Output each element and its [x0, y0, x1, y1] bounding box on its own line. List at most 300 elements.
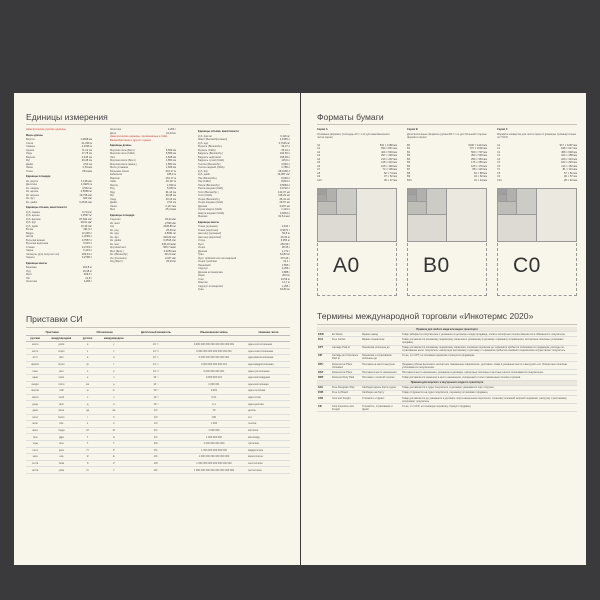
series-b — [407, 126, 487, 182]
unit-row — [497, 179, 577, 183]
si-cell: иотта — [26, 467, 44, 474]
unit-name: Унция тройская — [198, 260, 217, 263]
si-cell: квадриллион — [247, 447, 290, 454]
unit-row — [26, 256, 92, 260]
unit-value: 16,387 см³ — [277, 173, 290, 176]
unit-name: Тонна (короткая) — [198, 228, 219, 232]
unit-value: 0,5058 м² — [80, 190, 92, 193]
si-cell: y — [97, 342, 131, 349]
unit-name: Кварт (Великобритания) — [198, 138, 228, 141]
unit-value: 125 × 176 мм — [471, 164, 487, 168]
table-row — [317, 353, 577, 361]
unit-name: Кв. ярд — [110, 232, 119, 235]
si-cell: 1 000 000 000 000 000 000 000 000 — [181, 467, 247, 474]
unit-value: 4,266 г — [83, 280, 92, 283]
incoterms-cell: Free Alongside Ship — [331, 385, 361, 390]
table-row — [26, 368, 290, 375]
incoterms-cell: Free Carrier — [331, 337, 361, 345]
unit-name: Фут — [26, 159, 31, 162]
si-cell: 10¹ — [131, 407, 181, 414]
incoterms-cell: Поставка на место выгрузки — [361, 361, 401, 369]
si-cell: G — [97, 434, 131, 441]
incoterms-cell: Франко перевозчик — [361, 337, 401, 345]
unit-row — [198, 215, 290, 219]
si-cell: h — [97, 414, 131, 421]
unit-value: 81 × 114 мм — [562, 168, 577, 171]
si-cell: 10 — [181, 407, 247, 414]
si-cell: П — [78, 447, 96, 454]
unit-name: Кв. аршин — [26, 190, 39, 193]
table-row — [26, 355, 290, 362]
incoterms-cell: Товар доставляется к судну покупателя, в договоре указывается порт погрузки. — [401, 385, 577, 390]
unit-value: 28,32 дм³ — [80, 221, 92, 224]
si-cell: E — [97, 454, 131, 461]
si-cell: Y — [97, 467, 131, 474]
si-cell: 10³ — [131, 421, 181, 428]
paper-diagram — [407, 188, 487, 296]
format-label: C0 — [513, 254, 541, 277]
unit-name: Бушель (США) — [198, 148, 216, 152]
si-cell: М — [78, 427, 96, 434]
paper-diagram — [497, 188, 577, 296]
si-cell: Г — [78, 434, 96, 441]
unit-name: С10 — [497, 178, 502, 182]
unit-value: 52 × 74 мм — [383, 171, 397, 175]
unit-name: Берковец — [26, 266, 38, 269]
table-row — [26, 447, 290, 454]
si-cell: c — [97, 394, 131, 401]
si-cell: 0,01 — [181, 394, 247, 401]
si-cell: peta — [44, 447, 78, 454]
unit-value: 31,1 г — [283, 260, 290, 263]
unit-name: Кв. дюйм — [26, 200, 38, 204]
unit-value: 3,888 г — [281, 270, 290, 274]
unit-value: 6,350 кг — [280, 239, 290, 242]
length-header: Меры длины — [26, 133, 43, 137]
si-cell: десять — [247, 407, 290, 414]
unit-value: 44 × 62 мм — [473, 175, 487, 178]
incoterms-cell: CFR — [317, 396, 331, 404]
incoterms-cell: Товар отгружается на судно покупателя, перевалку оплачивает продавец. — [401, 390, 577, 395]
unit-name: Кв. вершок — [26, 193, 40, 197]
unit-value: 1,138 км² — [81, 179, 92, 183]
unit-name: Пек (Великобр.) — [198, 176, 218, 180]
unit-name: Скрупул — [198, 267, 208, 270]
unit-name: С9 — [497, 175, 501, 178]
si-cell: µ — [97, 381, 131, 388]
si-cell: k — [97, 421, 131, 428]
incoterms-cell: Cost Insurance and Freight — [331, 404, 361, 412]
unit-name: Минимс — [198, 215, 208, 218]
table-row — [317, 396, 577, 404]
unit-value: 61,61 мкл — [278, 215, 290, 218]
unit-name: С2 — [497, 150, 501, 154]
si-cell: nano — [44, 374, 78, 381]
unit-value: 25,29 м² — [166, 228, 176, 232]
incoterms-cell: Перевозка и страхование оплачены до — [361, 353, 401, 361]
unit-value: 929,03 см² — [163, 235, 176, 239]
si-cell: zepto — [44, 348, 78, 355]
unit-value: 8,810 л — [281, 180, 290, 183]
unit-value: 57 × 81 мм — [563, 171, 577, 175]
unit-name: Кв. фут — [26, 197, 35, 200]
si-cell: милли — [26, 388, 44, 395]
unit-value: 2,590 км² — [165, 221, 176, 225]
unit-value: 9,713 м³ — [82, 210, 92, 214]
unit-name: Унг (Колония) — [110, 256, 127, 260]
si-cell: зетта — [26, 460, 44, 467]
unit-value: 25,4 мкм — [165, 208, 176, 211]
unit-value: 1,609 км — [165, 166, 176, 169]
si-cell: 10⁻²¹ — [131, 348, 181, 355]
unit-name: Слаг — [198, 277, 204, 281]
si-cell: гекто — [26, 414, 44, 421]
unit-value: 929 см² — [83, 197, 92, 200]
si-cell: Z — [97, 460, 131, 467]
unit-value: 2,117 мм — [165, 204, 176, 208]
unit-name: Лига — [110, 155, 116, 159]
unit-value: 1,0668 км — [80, 138, 92, 141]
unit-name: Сотка — [26, 141, 34, 145]
unit-name: Золотник — [110, 128, 122, 131]
si-cell: P — [97, 447, 131, 454]
unit-value: 115,6 л — [281, 159, 290, 162]
unit-value: 26 × 37 мм — [383, 178, 397, 182]
si-cell: д — [78, 401, 96, 408]
si-cell: femto — [44, 361, 78, 368]
unit-value: 1,016 т — [281, 225, 290, 228]
si-cell: п — [78, 368, 96, 375]
unit-name: Пек (США) — [198, 180, 211, 183]
unit-value: 297 × 420 мм — [381, 154, 397, 157]
unit-name: Стакан — [26, 245, 35, 249]
unit-value: 0,9464 л — [279, 211, 290, 215]
unit-name: А1 — [317, 147, 321, 150]
si-cell: 0,000 000 000 000 000 001 — [181, 355, 247, 362]
si-cell: 10⁻¹⁸ — [131, 355, 181, 362]
unit-name: Куб. вершок — [26, 217, 41, 221]
unit-name: Дюйм — [110, 201, 117, 204]
si-cell: 10⁻⁶ — [131, 381, 181, 388]
unit-value: 25,29 м² — [166, 260, 176, 263]
si-cell: и — [78, 342, 96, 349]
si-cell: 0,001 — [181, 388, 247, 395]
unit-name: Куб. ярд — [198, 141, 209, 145]
unit-name: Кв. мил — [110, 242, 120, 246]
paper-diagram — [317, 188, 397, 296]
unit-name: В10 — [407, 178, 412, 182]
si-cell: yotta — [44, 467, 78, 474]
si-cell: ф — [78, 361, 96, 368]
si-cell: micro — [44, 381, 78, 388]
si-cell: hecto — [44, 414, 78, 421]
unit-name: Линия — [26, 166, 34, 169]
unit-name: Штоф — [26, 235, 34, 238]
unit-value: 5,556 км — [165, 152, 176, 155]
unit-name: Морская лига (Брит.) — [110, 148, 136, 152]
unit-value: 163,8 кг — [82, 266, 92, 269]
unit-value: 88 × 125 мм — [472, 168, 487, 171]
unit-value: 4,445 см — [81, 155, 92, 159]
unit-value: 71,12 см — [81, 148, 92, 152]
si-cell: санти — [26, 394, 44, 401]
si-cell: 0,000 000 000 000 000 000 001 — [181, 348, 247, 355]
unit-name: Род — [110, 187, 115, 190]
unit-name: Куб. дюйм — [26, 224, 39, 228]
si-cell: триллион — [247, 440, 290, 447]
unit-value: 31 × 44 мм — [473, 178, 487, 182]
table-row — [26, 388, 290, 395]
si-cell: m — [97, 388, 131, 395]
si-cell: миллион — [247, 427, 290, 434]
si-cell: 10⁹ — [131, 434, 181, 441]
si-cell: Э — [78, 454, 96, 461]
unit-name: Баррель нефтяной — [198, 155, 221, 159]
unit-name: С1 — [497, 147, 501, 150]
si-cell: deci — [44, 401, 78, 408]
unit-value: 210 × 297 мм — [381, 157, 397, 161]
unit-name: С3 — [497, 154, 501, 157]
unit-name: Драхма — [198, 204, 208, 208]
unit-value: 4,266 г — [167, 128, 176, 131]
series-a — [317, 126, 397, 182]
unit-name: Пинта (Великобр.) — [198, 183, 221, 187]
unit-name: А8 — [317, 171, 321, 175]
table-row — [26, 440, 290, 447]
incoterms-cell: DPU — [317, 361, 331, 369]
table-row — [26, 467, 290, 474]
unit-name: Гран — [198, 288, 204, 291]
unit-value: 12,7 кг — [282, 281, 290, 284]
unit-name: Куб. фут — [198, 169, 209, 173]
unit-value: 6,4516 см² — [79, 200, 92, 204]
mass-header: Единицы массы — [26, 261, 48, 265]
incoterms-cell: DDP — [317, 375, 331, 380]
si-cell: 1 000 — [181, 421, 247, 428]
unit-value: 0,2733 л — [81, 245, 92, 249]
si-cell: з — [78, 348, 96, 355]
area-header: Единицы площади — [26, 175, 51, 178]
unit-name: Баррель (Великобр.) — [198, 152, 224, 155]
unit-name: Фунт — [198, 242, 204, 246]
unit-value: 201,17 м — [165, 176, 176, 180]
unit-name: Доля — [110, 131, 117, 135]
unit-value: 201,17 м — [165, 169, 176, 173]
units-rule — [26, 124, 290, 125]
units-col-2 — [110, 128, 176, 264]
incoterms-cell: Стоимость, страхование и фрахт — [361, 404, 401, 412]
si-cell: 10¹² — [131, 440, 181, 447]
si-cell: квинтиллион — [247, 454, 290, 461]
si-subheader: русское — [78, 336, 96, 342]
si-cell: одна сотая — [247, 394, 290, 401]
unit-name: Верста — [26, 138, 35, 141]
series-name: Серия В — [407, 128, 418, 131]
si-cell: p — [97, 368, 131, 375]
unit-value: 64,80 мг — [280, 288, 290, 291]
incoterms-cell: CPT — [317, 345, 331, 353]
si-cell: 10²¹ — [131, 460, 181, 467]
table-row — [26, 427, 290, 434]
unit-value: 62 × 88 мм — [473, 171, 487, 175]
incoterms-cell: FAS — [317, 385, 331, 390]
incoterms-cell: Cost and Freight — [331, 396, 361, 404]
unit-value: 16,38 кг — [82, 269, 92, 273]
si-cell: 100 — [181, 414, 247, 421]
unit-value: 229 × 324 мм — [561, 157, 577, 161]
nonmetric-note: Неметрические русские единицы — [26, 128, 66, 131]
si-cell: 0,000 000 000 000 001 — [181, 361, 247, 368]
unit-name: Четверть (для сыпучих тел) — [26, 252, 60, 256]
table-row — [317, 345, 577, 353]
unit-value: 16,39 см³ — [80, 224, 92, 228]
si-cell: n — [97, 374, 131, 381]
series-c — [497, 126, 577, 182]
unit-value: 1,296 г — [281, 267, 290, 270]
si-cell: giga — [44, 434, 78, 441]
si-cell: секстиллион — [247, 460, 290, 467]
unit-value: 324 × 458 мм — [561, 154, 577, 157]
unit-name: Кв. фут — [110, 235, 119, 239]
unit-value: 200 мг — [282, 274, 290, 277]
unit-value: 45,36 кг — [280, 235, 290, 239]
unit-name: Бушель (Великобр.) — [198, 145, 222, 148]
sheet-subdivision — [407, 188, 417, 195]
si-cell: 10¹⁵ — [131, 447, 181, 454]
unit-row — [110, 260, 176, 264]
unit-name: Галлон жидкий (США) — [198, 166, 225, 169]
unit-value: 12,8 г — [85, 276, 92, 280]
unit-name: В0 — [407, 143, 411, 147]
table-row — [26, 374, 290, 381]
unit-value: 28,41 мл — [279, 197, 290, 201]
unit-value: 1,852 км — [165, 162, 176, 166]
unit-value: 420 × 594 мм — [381, 150, 397, 154]
unit-value: 14,59 кг — [280, 277, 290, 281]
unit-value: 185,2 м — [167, 173, 176, 176]
unit-name: Круговой мил — [110, 246, 127, 249]
si-header: Приставка — [26, 330, 78, 336]
incoterms-cell: Ex Works — [331, 332, 361, 337]
unit-name: Квартер — [198, 281, 208, 284]
left-page — [14, 93, 300, 565]
si-cell: м — [78, 388, 96, 395]
unit-name: Пинта жидкая (США) — [198, 187, 224, 190]
unit-name: В9 — [407, 175, 411, 178]
unit-name: Морская миля (Брит.) — [110, 159, 136, 162]
unit-value: 1,829 м — [167, 183, 176, 187]
unit-value: 36,37 л — [281, 145, 290, 148]
incoterms-cell: Стоимость и фрахт — [361, 396, 401, 404]
incoterms-cell: Товар забирается покупателем с указанного в договоре склада продавца, оплата экспортных пошлин вменяется в обязанность покупателю. — [401, 332, 577, 337]
unit-name: Драхма аптекарская — [198, 270, 223, 274]
si-cell: 10⁻⁹ — [131, 374, 181, 381]
unit-value: 0,8361 м² — [164, 232, 176, 235]
si-subheader: международная — [44, 336, 78, 342]
table-row — [317, 361, 577, 369]
unit-name: В4 — [407, 157, 411, 161]
unit-value: 0,0254 мм — [163, 249, 176, 253]
unit-value: 162 × 229 мм — [561, 161, 577, 164]
unit-name: Кв. сажень — [26, 186, 40, 190]
unit-value: 0,123 л — [83, 249, 92, 252]
si-cell: 1 000 000 000 000 000 — [181, 447, 247, 454]
si-cell: одна миллиардная — [247, 374, 290, 381]
units-title: Единицы измерения — [26, 112, 108, 122]
unit-value: 30,48 см — [81, 159, 92, 162]
unit-name: Унция — [198, 246, 206, 249]
incoterms-cell: Поставка с оплатой пошлин — [361, 375, 401, 380]
incoterms-cell: Франко завод — [361, 332, 401, 337]
unit-value: 4,552 м² — [82, 186, 92, 190]
table-row — [26, 460, 290, 467]
table-row — [26, 348, 290, 355]
unit-value: 3,697 мл — [279, 204, 290, 208]
unit-value: 30,48 см — [165, 194, 176, 197]
right-page — [301, 93, 586, 565]
incoterms-cell: Товар доставляется до указанного в договоре порта назначения покупателя, страховку основной морской перевозки, разгрузку и растаможку оплачивает покупатель. — [401, 396, 577, 404]
unit-value: 458 × 648 мм — [561, 150, 577, 154]
volume3-header: Единицы объема, вместимости — [198, 130, 239, 133]
unit-row — [110, 208, 176, 212]
si-cell: kilo — [44, 421, 78, 428]
si-cell: 1 000 000 000 000 000 000 000 — [181, 460, 247, 467]
incoterms-cell: Delivered at Place — [331, 370, 361, 375]
table-row — [26, 394, 290, 401]
unit-name: Куб. аршин — [26, 214, 40, 217]
unit-name: Кв. дюйм — [110, 239, 122, 242]
unit-name: Кв. род — [110, 228, 119, 232]
si-cell: а — [78, 355, 96, 362]
incoterms-cell: Поставка в место назначения, указанное в договоре, импортные пошлины и местные налоги оплачиваются покупателем. — [401, 370, 577, 375]
unit-name: С8 — [497, 171, 501, 175]
unit-name: Гилл (США) — [198, 194, 213, 197]
unit-name: Бутылка винная — [26, 238, 46, 242]
table-row — [317, 404, 577, 412]
unit-value: 50,8 кг — [282, 232, 290, 235]
unit-value: 91,44 см — [165, 190, 176, 194]
si-header: Обозначение — [78, 330, 131, 336]
table-row — [26, 401, 290, 408]
si-cell: 0,000 000 000 001 — [181, 368, 247, 375]
unit-name: Бочка — [26, 228, 34, 231]
unit-row — [407, 179, 487, 183]
unit-name: Мил — [110, 208, 116, 211]
units-col-1 — [26, 128, 92, 284]
unit-value: 5,029 м — [167, 187, 176, 190]
incoterms-cell: Перевозка оплачена до — [361, 345, 401, 353]
table-row — [26, 407, 290, 414]
unit-name: Пеннивейт — [198, 263, 212, 267]
si-cell: 0,000 000 000 000 000 000 000 001 — [181, 342, 247, 349]
si-rule — [26, 327, 290, 328]
si-cell: мк — [78, 381, 96, 388]
unit-name: С6 — [497, 164, 501, 168]
incoterms-cell: DAP — [317, 370, 331, 375]
unit-name: Гарнец — [26, 256, 35, 259]
format-label: B0 — [423, 254, 450, 277]
si-cell: нано — [26, 374, 44, 381]
unit-value: 17,78 см — [81, 152, 92, 155]
si-cell: сто — [247, 414, 290, 421]
si-cell: z — [97, 348, 131, 355]
incoterms-cell: Delivered at Place Unloaded — [331, 361, 361, 369]
unit-value: 158,99 л — [279, 155, 290, 159]
incoterms-title: Термины международной торговли «Инкотермс 2020» — [317, 311, 534, 321]
unit-name: Линия — [110, 204, 118, 208]
unit-name: Центнер (короткий) — [198, 235, 222, 239]
si-cell: 10⁻² — [131, 394, 181, 401]
